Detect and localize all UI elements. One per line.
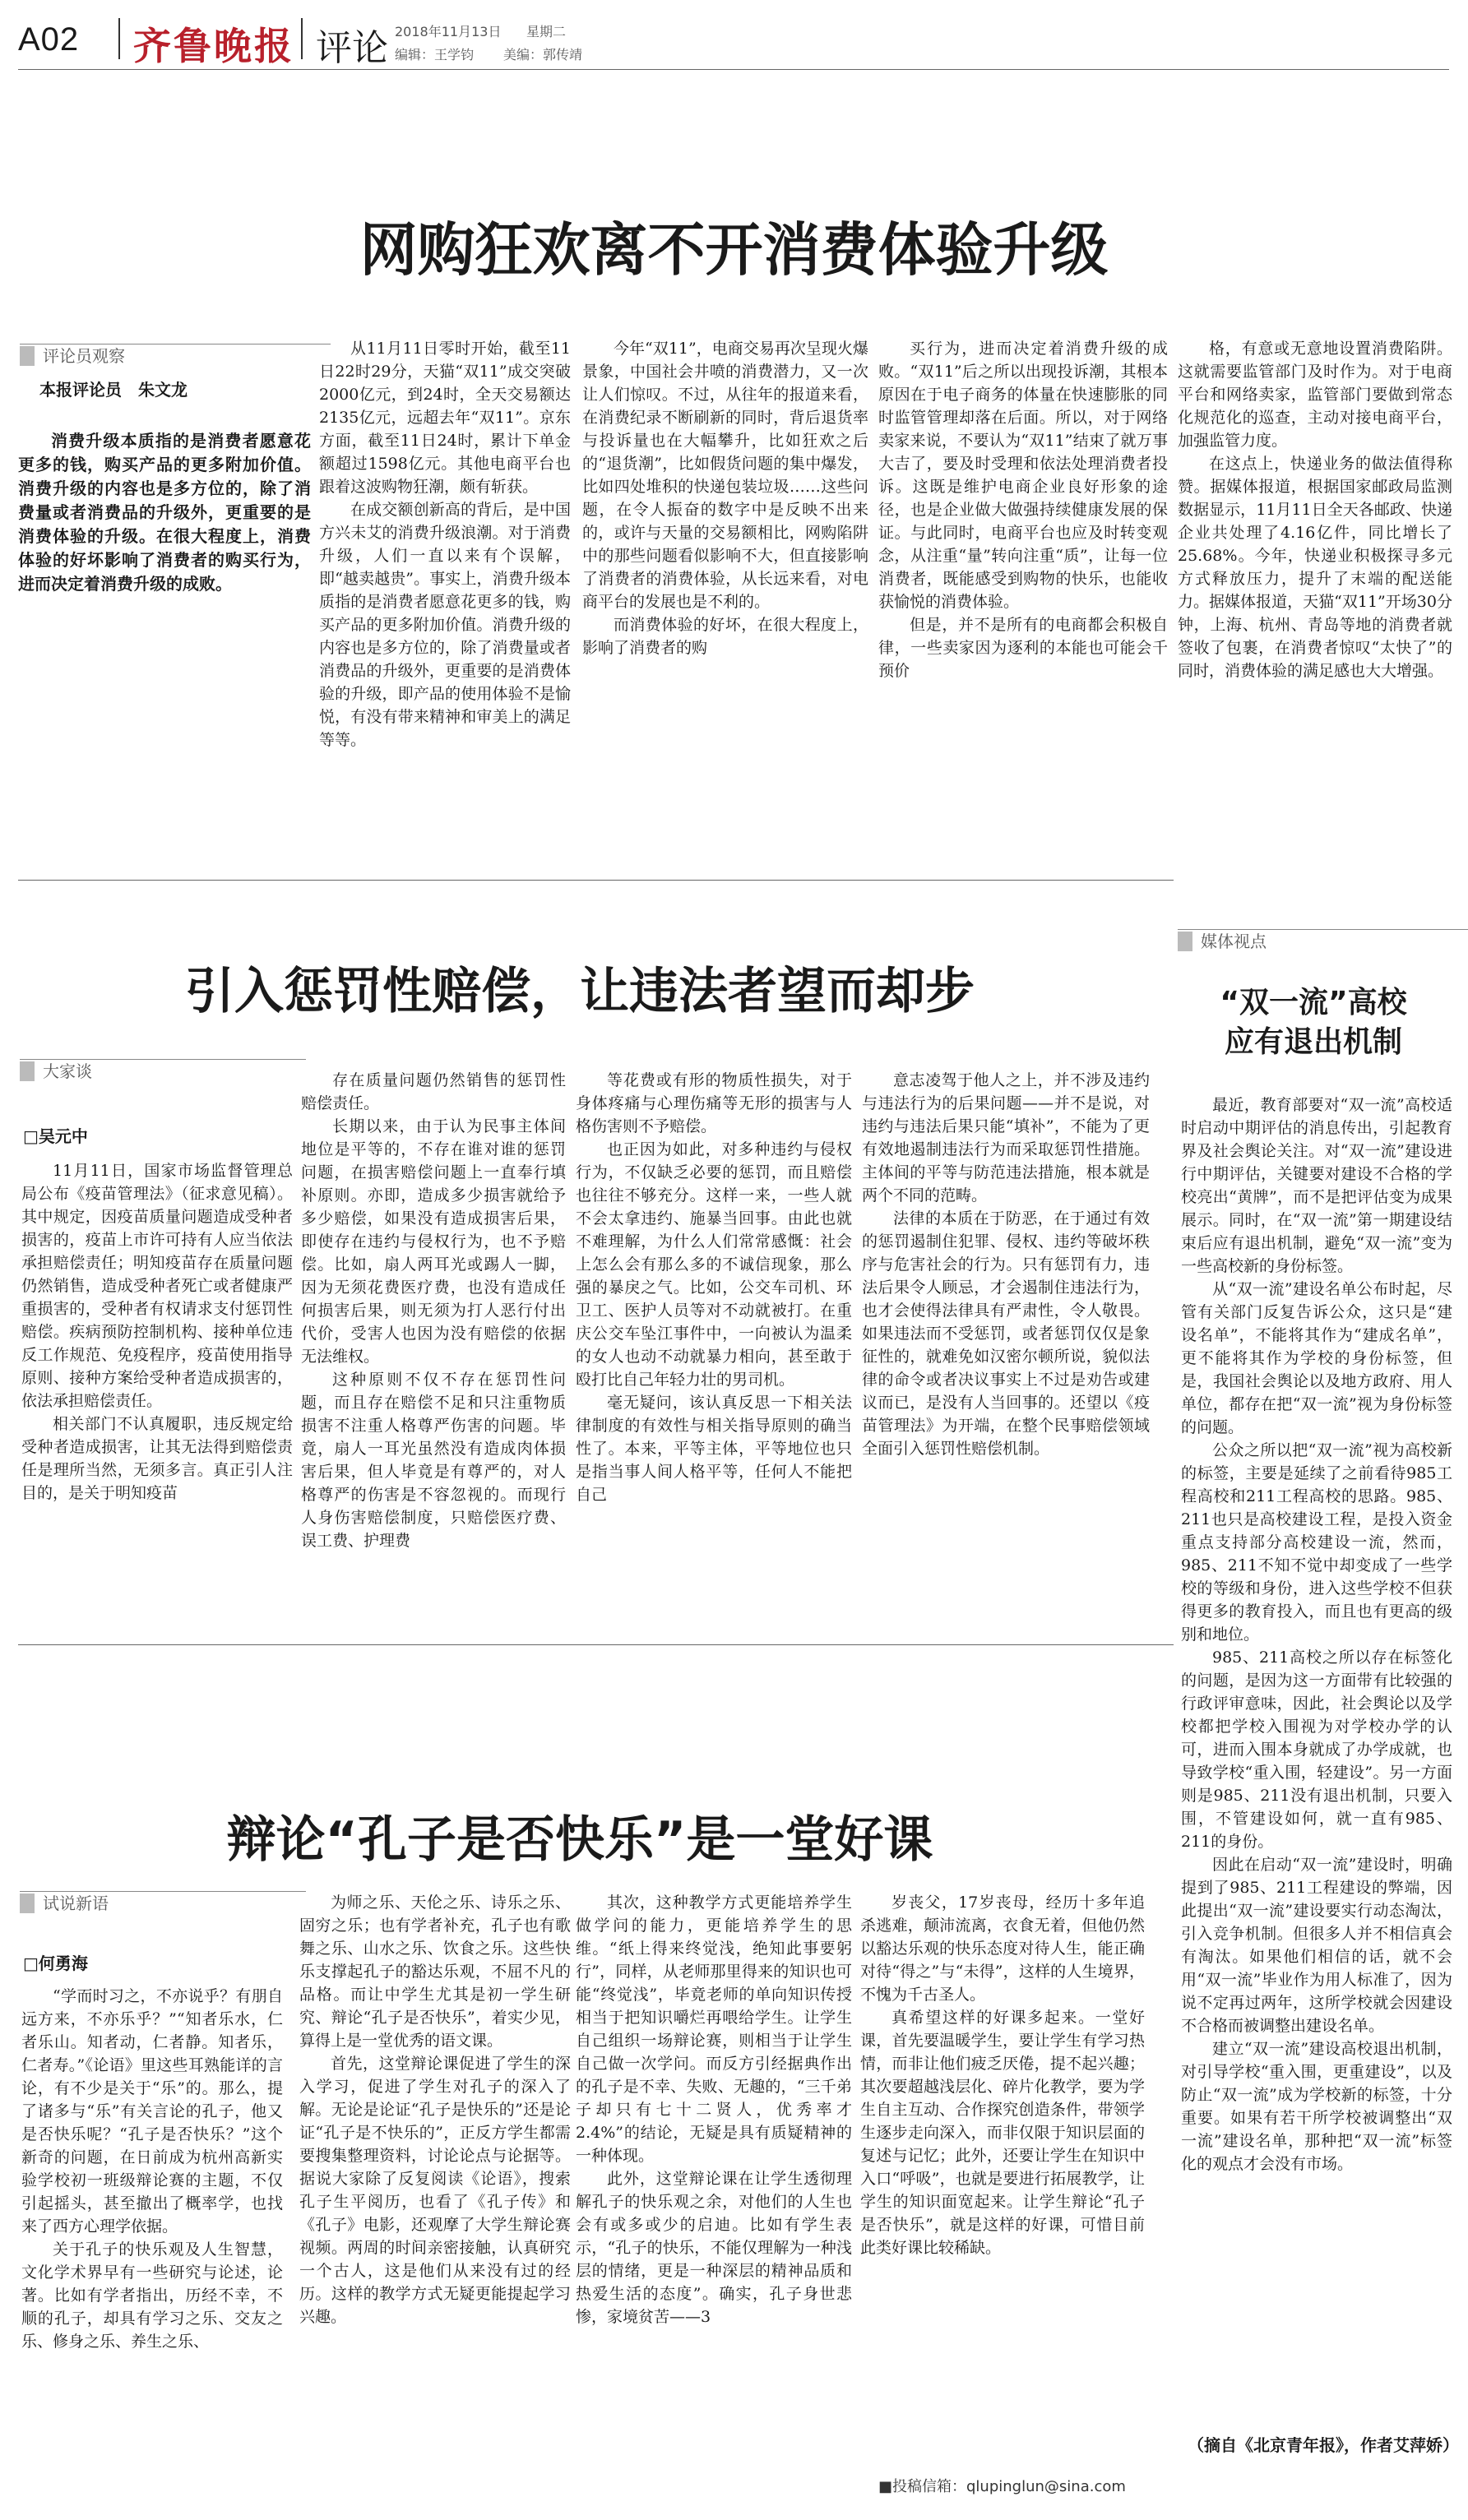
paragraph: 存在质量问题仍然销售的惩罚性赔偿责任。 [301, 1071, 566, 1112]
paragraph: 从“双一流”建设名单公布时起，尽管有关部门反复告诉公众，这只是“建设名单”，不能将其作为“建成名单”，更不能将其作为学校的身份标签，但是，我国社会舆论以及地方政府、用人单位，都存在把“双一流”视为身份标签的问题。 [1181, 1280, 1452, 1436]
tag-marker [1178, 932, 1192, 951]
section-rule [18, 880, 1174, 881]
masthead-rule [18, 69, 1449, 70]
sidebar-headline: “双一流”高校 应有退出机制 [1220, 986, 1407, 1059]
article1-column-3 [878, 337, 1168, 830]
issue-date: 2018年11月13日 [395, 24, 502, 39]
paragraph: 关于孔子的快乐观及人生智慧，文化学术界早有一些研究与论述，论著。比如有学者指出，历经不幸，不顺的孔子，却具有学习之乐、交友之乐、修身之乐、养生之乐、 [21, 2240, 283, 2351]
newspaper-logo: 齐鲁晚报 [133, 24, 294, 68]
masthead-divider [118, 18, 120, 59]
article1-column-tag [20, 344, 331, 368]
article3-column-4 [860, 1891, 1145, 2455]
section-title: 评论 [316, 27, 388, 69]
article3-byline: □何勇海 [23, 1954, 88, 1973]
paragraph: “学而时习之，不亦说乎？有朋自远方来，不亦乐乎？”“知者乐水，仁者乐山。知者动，仁者静。知者乐，仁者寿。”《论语》里这些耳熟能详的言论，有不少是关于“乐”的。那么，提了诸多与“乐”有关言论的孔子，他又是否快乐呢？“孔子是否快乐？”这个新奇的问题，在日前成为杭州高新实验学校初一班级辩论赛的主题，不仅引起摇头，甚至撤出了概率学，也找来了西方心理学依据。 [21, 1987, 283, 2236]
article1-lede: 消费升级本质指的是消费者愿意花更多的钱，购买产品的更多附加价值。消费升级的内容也是多方位的，除了消费量或者消费品的升级外，更重要的是消费体验的升级。在很大程度上，消费体验的好坏影响了消费者的购买行为，进而决定着消费升级的成败。 [18, 431, 311, 594]
paragraph: 首先，这堂辩论课促进了学生的深入学习，促进了学生对孔子的深入了解。无论是论证“孔子是快乐的”还是论证“孔子是不快乐的”，正反方学生都需要搜集整理资料，讨论论点与论据等。据说大家除了反复阅读《论语》，搜索孔子生平阅历，也看了《孔子传》和《孔子》电影，还观摩了大学生辩论赛视频。两周的时间亲密接触，认真研究一个古人，这是他们从来没有过的经历。这样的教学方式无疑更能提起学习兴趣。 [299, 2055, 571, 2326]
article1-column-1 [319, 337, 571, 830]
column-tag-label: 媒体视点 [1201, 932, 1267, 951]
paragraph: 毫无疑问，该认真反思一下相关法律制度的有效性与相关指导原则的确当性了。本来，平等主体，平等地位也只是指当事人间人格平等，任何人不能把自己 [576, 1394, 852, 1504]
section-rule [18, 1644, 1174, 1645]
article1-byline: 本报评论员 朱文龙 [39, 380, 188, 400]
paragraph: 公众之所以把“双一流”视为高校新的标签，主要是延续了之前看待985工程高校和211工程高校的思路。985、211也只是高校建设工程，是投入资金重点支持部分高校建设一流，然而，985、211不知不觉中却变成了一些学校的等级和身份，进入这些学校不但获得更多的教育投入，而且也有更高的级别和地位。 [1181, 1441, 1452, 1644]
paragraph: 岁丧父，17岁丧母，经历十多年追杀逃难，颠沛流离，衣食无着，但他仍然以豁达乐观的快乐态度对待人生，能正确对待“得之”与“未得”，这样的人生境界，不愧为千古圣人。 [860, 1893, 1145, 2004]
designer-credit: 美编：郭传靖 [503, 47, 583, 62]
sidebar-column-tag [1178, 929, 1468, 953]
tag-marker [20, 346, 35, 366]
paragraph: 真希望这样的好课多起来。一堂好课，首先要温暖学生，要让学生有学习热情，而非让他们疲乏厌倦，提不起兴趣；其次要超越浅层化、碎片化教学，要为学生自主互动、合作探究创造条件，带领学生逐步走向深入，而非仅限于知识层面的复述与记忆；此外，还要让学生在知识中入口“呼吸”，也就是要进行拓展教学，让学生的知识面宽起来。让学生辩论“孔子是否快乐”，就是这样的好课，可惜目前此类好课比较稀缺。 [860, 2009, 1145, 2257]
article2-column-tag [20, 1059, 306, 1083]
paragraph: 买行为，进而决定着消费升级的成败。“双11”后之所以出现投诉潮，其根本原因在于电子商务的体量在快速膨胀的同时监管管理却落在后面。所以，对于网络卖家来说，不要认为“双11”结束了就万事大吉了，要及时受理和依法处理消费者投诉。这既是维护电商企业良好形象的途径，也是企业做大做强持续健康发展的保证。与此同时，电商平台也应及时转变观念，从注重“量”转向注重“质”，让每一位消费者，既能感受到购物的快乐，也能收获愉悦的消费体验。 [878, 340, 1168, 611]
article2-headline: 引入惩罚性赔偿，让违法者望而却步 [185, 963, 975, 1020]
paragraph: 这种原则不仅不存在惩罚性问题，而且存在赔偿不足和只注重物质损害不注重人格尊严伤害的问题。毕竟，扇人一耳光虽然没有造成肉体损害后果，但人毕竟是有尊严的，对人格尊严的伤害是不容忽视的。而现行人身伤害赔偿制度，只赔偿医疗费、误工费、护理费 [301, 1371, 566, 1550]
sidebar-source: （摘自《北京青年报》，作者艾萍娇） [1188, 2435, 1459, 2455]
article3-column-2 [299, 1891, 571, 2495]
article3-column-1 [21, 1985, 283, 2495]
article2-column-2 [301, 1069, 566, 1603]
article1-column-4 [1178, 337, 1452, 830]
article3-column-tag [20, 1891, 306, 1915]
page-number: A02 [18, 21, 80, 58]
paragraph: 从11月11日零时开始，截至11日22时29分，天猫“双11”成交突破2000亿元，到24时，全天交易额达2135亿元，远超去年“双11”。京东方面，截至11日24时，累计下单金额超过1598亿元。其他电商平台也跟着这波购物狂潮，颇有斩获。 [319, 340, 571, 496]
paragraph: 今年“双11”，电商交易再次呈现火爆景象，中国社会井喷的消费潜力，又一次让人们惊叹。不过，从往年的报道来看，在消费纪录不断刷新的同时，背后退货率与投诉量也在大幅攀升，比如狂欢之后的“退货潮”，比如假货问题的集中爆发，比如四处堆积的快递包装垃圾……这些问题，在令人振奋的数字中是反映不出来的，或许与天量的交易额相比，网购陷阱中的那些问题看似影响不大，但直接影响了消费者的消费体验，从长远来看，对电商平台的发展也是不利的。 [582, 340, 868, 611]
paragraph: 等花费或有形的物质性损失，对于身体疼痛与心理伤痛等无形的损害与人格伤害则不予赔偿。 [576, 1071, 852, 1135]
submission-email: ■投稿信箱：qlupinglun@sina.com [878, 2478, 1126, 2495]
article1-column-2 [582, 337, 868, 830]
paragraph: 格，有意或无意地设置消费陷阱。这就需要监管部门及时作为。对于电商平台和网络卖家，监管部门要做到常态化规范化的巡查，主动对接电商平台，加强监管力度。 [1178, 340, 1452, 450]
article2-byline: □吴元中 [23, 1126, 88, 1146]
tag-marker [20, 1061, 35, 1081]
paragraph: 相关部门不认真履职，违反规定给受种者造成损害，让其无法得到赔偿责任是理所当然，无须多言。真正引人注目的，是关于明知疫苗 [21, 1415, 293, 1502]
article2-column-3 [576, 1069, 852, 1603]
column-tag-label: 试说新语 [43, 1893, 109, 1913]
article3-column-3 [576, 1891, 852, 2455]
paragraph: 法律的本质在于防恶，在于通过有效的惩罚遏制住犯罪、侵权、违约等破坏秩序与危害社会的行为。只有惩罚有力，违法后果令人顾忌，才会遏制住违法行为，也才会使得法律具有严肃性，令人敬畏。如果违法而不受惩罚，或者惩罚仅仅是象征性的，就难免如汉密尔顿所说，貌似法律的命令或者决议事实上不过是劝告或建议而已，是没有人当回事的。还望以《疫苗管理法》为开端，在整个民事赔偿领域全面引入惩罚性赔偿机制。 [862, 1209, 1150, 1458]
paragraph: 985、211高校之所以存在标签化的问题，是因为这一方面带有比较强的行政评审意味，因此，社会舆论以及学校都把学校入围视为对学校办学的认可，进而入围本身就成了办学成就，也导致学校“重入围，轻建设”。另一方面则是985、211没有退出机制，只要入围，不管建设如何，就一直有985、211的身份。 [1181, 1648, 1452, 1851]
editor-credit: 编辑：王学钧 [395, 47, 475, 62]
article2-column-4 [862, 1069, 1150, 1603]
tag-marker [20, 1893, 35, 1913]
paragraph: 建立“双一流”建设高校退出机制，对引导学校“重入围，更重建设”，以及防止“双一流”成为学校新的标签，十分重要。如果有若干所学校被调整出“双一流”建设名单，那种把“双一流”标签化的观点才会没有市场。 [1181, 2040, 1452, 2173]
paragraph: 意志凌驾于他人之上，并不涉及违约与违法行为的后果问题——并不是说，对违约与违法后果只能“填补”，不能为了更有效地遏制违法行为而采取惩罚性措施。主体间的平等与防范违法措施，根本就是两个不同的范畴。 [862, 1071, 1150, 1205]
paragraph: 在这点上，快递业务的做法值得称赞。据媒体报道，根据国家邮政局监测数据显示，11月11日全天各邮政、快递企业共处理了4.16亿件，同比增长了25.68%。今年，快递业积极探寻多元方式释放压力，提升了末端的配送能力。据媒体报道，天猫“双11”开场30分钟，上海、杭州、青岛等地的消费者就签收了包裹，在消费者惊叹“太快了”的同时，消费体验的满足感也大大增强。 [1178, 455, 1452, 680]
column-tag-label: 评论员观察 [43, 346, 125, 366]
article2-column-1 [21, 1159, 293, 1603]
paragraph: 长期以来，由于认为民事主体间地位是平等的，不存在谁对谁的惩罚问题，在损害赔偿问题上一直奉行填补原则。亦即，造成多少损害就给予多少赔偿，如果没有造成损害后果，即使存在违约与侵权行为，也不予赔偿。比如，扇人两耳光或踢人一脚，因为无须花费医疗费，也没有造成任何损害后果，则无须为打人恶行付出代价，受害人也因为没有赔偿的依据无法维权。 [301, 1117, 566, 1366]
masthead-divider [301, 18, 303, 59]
column-tag-label: 大家谈 [43, 1061, 92, 1081]
paragraph: 11月11日，国家市场监督管理总局公布《疫苗管理法》（征求意见稿）。其中规定，因疫苗质量问题造成受种者损害的，疫苗上市许可持有人应当依法承担赔偿责任；明知疫苗存在质量问题仍然销售，造成受种者死亡或者健康严重损害的，受种者有权请求支付惩罚性赔偿。疾病预防控制机构、接种单位违反工作规范、免疫程序，疫苗使用指导原则、接种方案给受种者造成损害的，依法承担赔偿责任。 [21, 1162, 293, 1410]
paragraph: 最近，教育部要对“双一流”高校适时启动中期评估的消息传出，引起教育界及社会舆论关注。对“双一流”建设进行中期评估，关键要对建设不合格的学校亮出“黄牌”，而不是把评估变为成果展示。同时，在“双一流”第一期建设结束后应有退出机制，避免“双一流”变为一些高校新的身份标签。 [1181, 1096, 1452, 1275]
sidebar-body [1181, 1094, 1452, 2409]
paragraph: 此外，这堂辩论课在让学生透彻理解孔子的快乐观之余，对他们的人生也会有或多或少的启迪。比如有学生表示，“孔子的快乐，不能仅理解为一种浅层的情绪，更是一种深层的精神品质和热爱生活的态度”。确实，孔子身世悲惨，家境贫苦——3 [576, 2170, 852, 2326]
article1-headline: 网购狂欢离不开消费体验升级 [359, 216, 1109, 284]
paragraph: 为师之乐、天伦之乐、诗乐之乐、固穷之乐；也有学者补充，孔子也有歌舞之乐、山水之乐、饮食之乐。这些快乐支撑起孔子的豁达乐观，不屈不凡的品格。而让中学生尤其是初一学生研究、辩论“孔子是否快乐”，着实少见，算得上是一堂优秀的语文课。 [299, 1893, 571, 2050]
article3-headline: 辩论“孔子是否快乐”是一堂好课 [226, 1811, 933, 1869]
paragraph: 其次，这种教学方式更能培养学生做学问的能力，更能培养学生的思维。“纸上得来终觉浅，绝知此事要躬行”，同样，从老师那里得来的知识也可能“终觉浅”，毕竟老师的单向知识传授相当于把知识嚼烂再喂给学生。让学生自己组织一场辩论赛，则相当于让学生自己做一次学问。而反方引经据典作出的孔子是不幸、失败、无趣的，“三千弟子却只有七十二贤人，优秀率才2.4%”的结论，无疑是具有质疑精神的一种体现。 [576, 1893, 852, 2165]
paragraph: 在成交额创新高的背后，是中国方兴未艾的消费升级浪潮。对于消费升级，人们一直以来有个误解，即“越卖越贵”。事实上，消费升级本质指的是消费者愿意花更多的钱，购买产品的更多附加价值。消费升级的内容也是多方位的，除了消费量或者消费品的升级外，更重要的是消费体验的升级，即产品的使用体验不是愉悦，有没有带来精神和审美上的满足等等。 [319, 501, 571, 749]
issue-weekday: 星期二 [526, 24, 567, 39]
paragraph: 而消费体验的好坏，在很大程度上，影响了消费者的购 [582, 616, 868, 657]
paragraph: 但是，并不是所有的电商都会积极自律，一些卖家因为逐利的本能也可能会千预价 [878, 616, 1168, 680]
paragraph: 因此在启动“双一流”建设时，明确提到了985、211工程建设的弊端，因此提出“双一流”建设要实行动态淘汰，引入竞争机制。但很多人并不相信真会有淘汰。如果他们相信的话，就不会用“双一流”毕业作为用人标准了，因为说不定再过两年，这所学校就会因建设不合格而被调整出建设名单。 [1181, 1856, 1452, 2035]
paragraph: 也正因为如此，对多种违约与侵权行为，不仅缺乏必要的惩罚，而且赔偿也往往不够充分。这样一来，一些人就不会太拿违约、施暴当回事。由此也就不难理解，为什么人们常常感慨：社会上怎么会有那么多的不诚信现象，那么强的暴戾之气。比如，公交车司机、环卫工、医护人员等对不动就被打。在重庆公交车坠江事件中，一向被认为温柔的女人也动不动就暴力相向，甚至敢于殴打比自己年轻力壮的男司机。 [576, 1140, 852, 1389]
